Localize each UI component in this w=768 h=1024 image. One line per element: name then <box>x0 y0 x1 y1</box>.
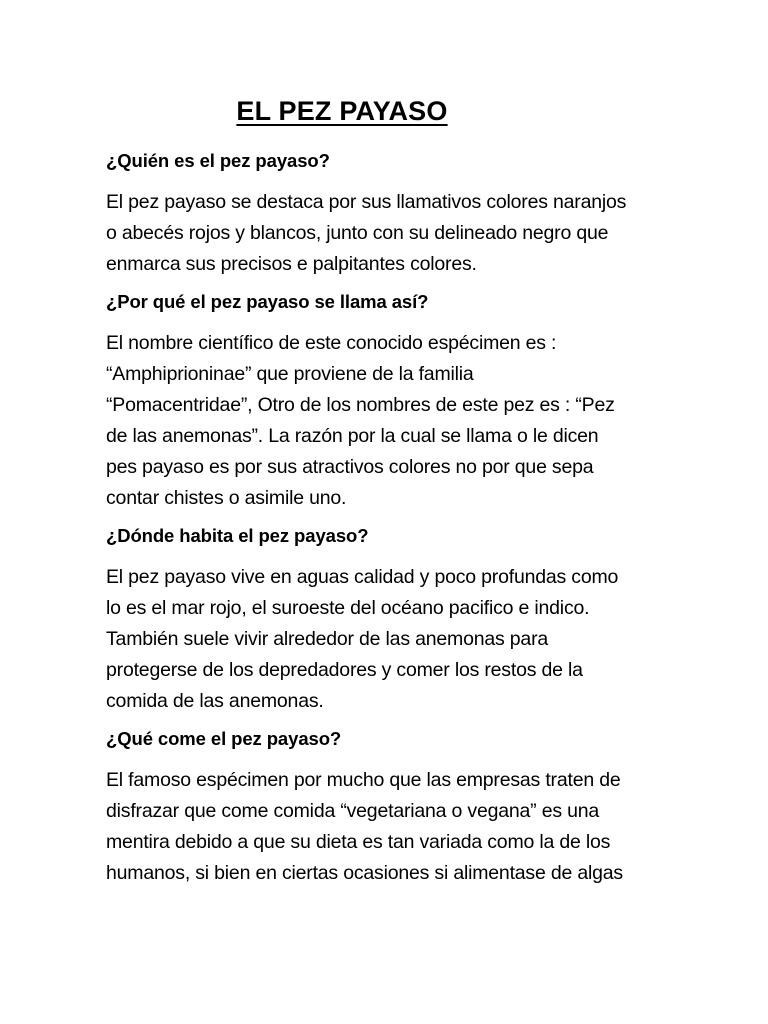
paragraph-line: El famoso espécimen por mucho que las empresas traten de <box>106 769 621 791</box>
section-habitat <box>106 523 666 717</box>
section-diet <box>106 726 666 889</box>
paragraph-line: de las anemonas”. La razón por la cual se llama o le dicen <box>106 425 599 447</box>
section-name-origin <box>106 289 666 514</box>
paragraph-line: El pez payaso se destaca por sus llamativos colores naranjos <box>106 191 627 213</box>
section-heading: ¿Dónde habita el pez payaso? <box>106 525 369 546</box>
section-paragraph <box>106 562 666 717</box>
paragraph-line: disfrazar que come comida “vegetariana o vegana” es una <box>106 800 600 822</box>
section-heading: ¿Qué come el pez payaso? <box>106 728 342 749</box>
paragraph-line: El nombre científico de este conocido espécimen es : <box>106 332 557 354</box>
paragraph-line: humanos, si bien en ciertas ocasiones si alimentase de algas <box>106 862 623 884</box>
section-paragraph <box>106 187 666 280</box>
section-heading: ¿Por qué el pez payaso se llama así? <box>106 291 429 312</box>
paragraph-line: contar chistes o asimile uno. <box>106 487 347 509</box>
document-title: EL PEZ PAYASO <box>236 96 448 126</box>
paragraph-line: comida de las anemonas. <box>106 690 324 712</box>
paragraph-line: o abecés rojos y blancos, junto con su delineado negro que <box>106 222 609 244</box>
document-body <box>106 148 666 898</box>
paragraph-line: lo es el mar rojo, el suroeste del océano pacifico e indico. <box>106 597 590 619</box>
paragraph-line: También suele vivir alrededor de las anemonas para <box>106 628 549 650</box>
section-who <box>106 148 666 280</box>
paragraph-line: “Amphiprioninae” que proviene de la familia <box>106 363 474 385</box>
section-paragraph <box>106 328 666 514</box>
section-heading: ¿Quién es el pez payaso? <box>106 150 330 171</box>
paragraph-line: El pez payaso vive en aguas calidad y poco profundas como <box>106 566 619 588</box>
paragraph-line: pes payaso es por sus atractivos colores no por que sepa <box>106 456 594 478</box>
paragraph-line: enmarca sus precisos e palpitantes colores. <box>106 253 477 275</box>
paragraph-line: protegerse de los depredadores y comer los restos de la <box>106 659 583 681</box>
paragraph-line: mentira debido a que su dieta es tan variada como la de los <box>106 831 611 853</box>
paragraph-line: “Pomacentridae”, Otro de los nombres de este pez es : “Pez <box>106 394 615 416</box>
section-paragraph <box>106 765 666 889</box>
